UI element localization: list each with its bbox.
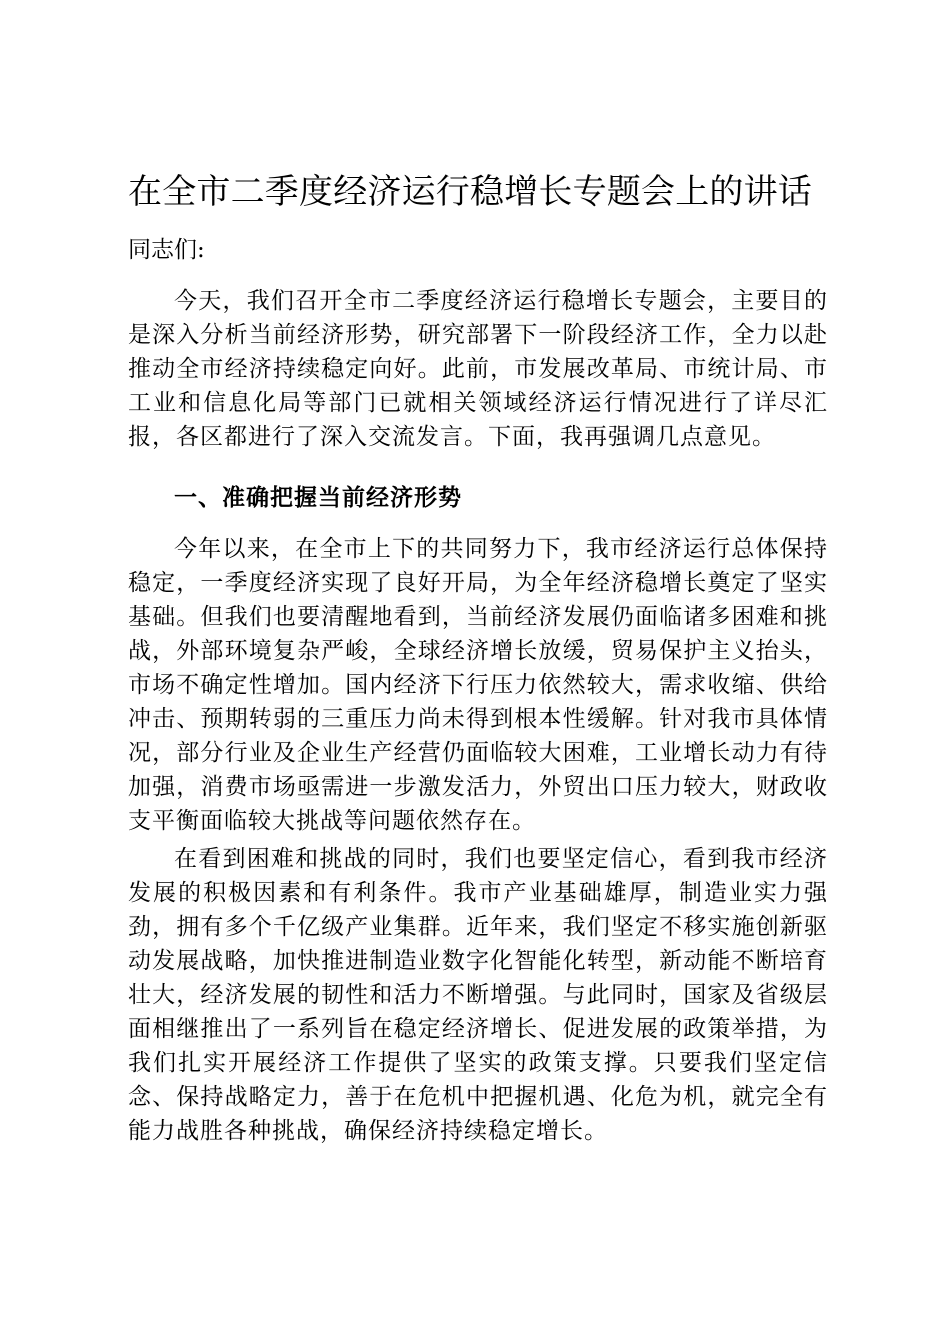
paragraph-intro: 今天，我们召开全市二季度经济运行稳增长专题会，主要目的是深入分析当前经济形势，研究部署下一阶段经济工作，全力以赴推动全市经济持续稳定向好。此前，市发展改革局、市统计局、市工业和信息化局等部门已就相关领域经济运行情况进行了详尽汇报，各区都进行了深入交流发言。下面，我再强调几点意见。 [128, 288, 828, 450]
section-heading-1: 一、准确把握当前经济形势 [174, 484, 462, 511]
document-title: 在全市二季度经济运行稳增长专题会上的讲话 [128, 172, 812, 212]
paragraph-confidence: 在看到困难和挑战的同时，我们也要坚定信心，看到我市经济发展的积极因素和有利条件。我市产业基础雄厚，制造业实力强劲，拥有多个千亿级产业集群。近年来，我们坚定不移实施创新驱动发展战略，加快推进制造业数字化智能化转型，新动能不断培育壮大，经济发展的韧性和活力不断增强。与此同时，国家及省级层面相继推出了一系列旨在稳定经济增长、促进发展的政策举措，为我们扎实开展经济工作提供了坚实的政策支撑。只要我们坚定信念、保持战略定力，善于在危机中把握机遇、化危为机，就完全有能力战胜各种挑战，确保经济持续稳定增长。 [128, 846, 828, 1144]
greeting: 同志们: [128, 237, 205, 263]
paragraph-challenges: 今年以来，在全市上下的共同努力下，我市经济运行总体保持稳定，一季度经济实现了良好开局，为全年经济稳增长奠定了坚实基础。但我们也要清醒地看到，当前经济发展仍面临诸多困难和挑战，外部环境复杂严峻，全球经济增长放缓，贸易保护主义抬头，市场不确定性增加。国内经济下行压力依然较大，需求收缩、供给冲击、预期转弱的三重压力尚未得到根本性缓解。针对我市具体情况，部分行业及企业生产经营仍面临较大困难，工业增长动力有待加强，消费市场亟需进一步激发活力，外贸出口压力较大，财政收支平衡面临较大挑战等问题依然存在。 [128, 536, 828, 834]
